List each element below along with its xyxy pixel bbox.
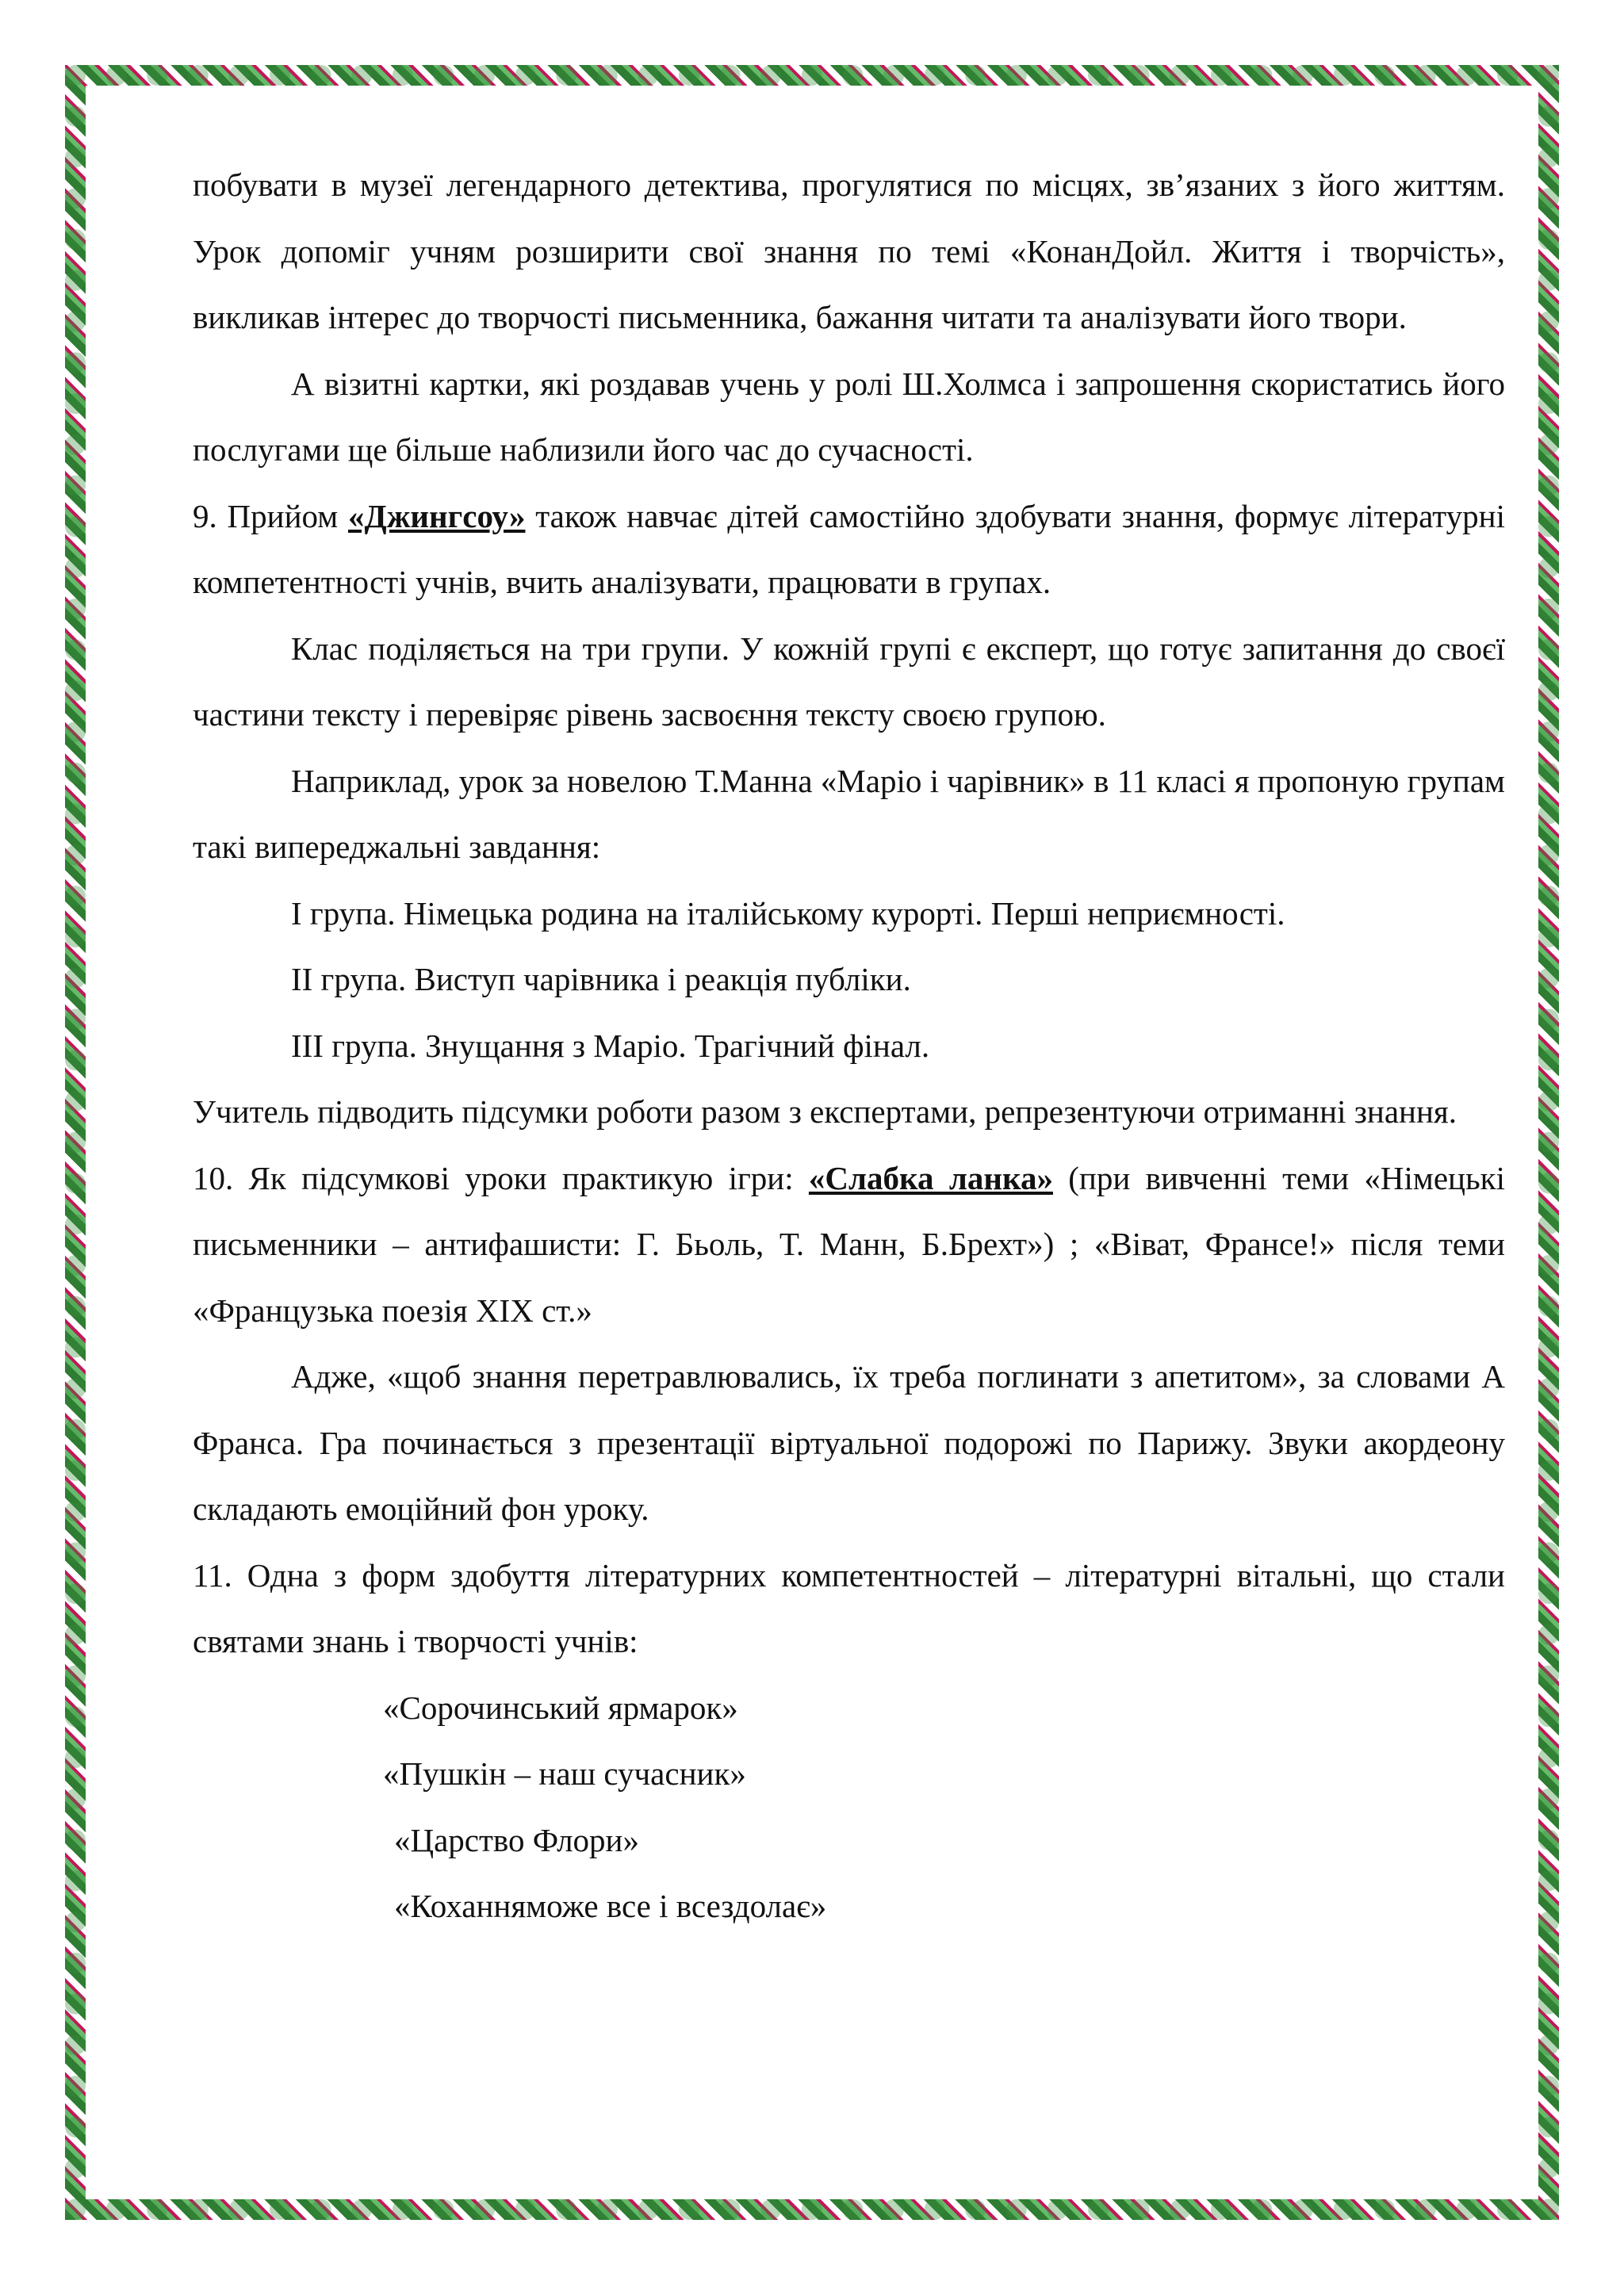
event-item-sorochyntsi-fair: «Сорочинський ярмарок» [383,1689,738,1726]
paragraph-teacher-summary: Учитель підводить підсумки роботи разом з експертами, репрезентуючи отриманні знання. [193,1093,1457,1130]
paragraph-jigsaw-rest: також навчає дітей самостійно здобувати знання, формує літературні компетентності учнів, вчить аналізувати, працювати в групах. [193,497,1505,600]
document-body [193,152,1505,1940]
event-item-love: «Коханняможе все і всездолає» [394,1888,827,1924]
paragraph-jigsaw-method [193,484,1505,616]
term-jigsaw: «Джингсоу» [347,497,526,534]
group-task-2: ІІ група. Виступ чарівника і реакція публіки. [291,961,911,997]
paragraph-jigsaw-lead: 9. Прийом [193,497,348,534]
event-item-flora: «Царство Флори» [394,1821,640,1858]
paragraph-mann-example: Наприклад, урок за новелою Т.Манна «Маріо і чарівник» в 11 класі я пропоную групам такі випереджальні завдання: [193,762,1505,865]
group-task-3: ІІІ група. Знущання з Маріо. Трагічний фінал. [291,1027,930,1064]
paragraph-weak-link-rest: (при вивченні теми «Німецькі письменники – антифашисти: Г. Бьоль, Т. Манн, Б.Брехт») ; «Віват, Франсе!» після теми «Французька поезія ХІХ ст.» [193,1159,1505,1329]
group-task-1: І група. Німецька родина на італійському курорті. Перші неприємності. [291,894,1285,932]
paragraph-sherlock-museum: побувати в музеї легендарного детектива, прогулятися по місцях, зв’язаних з його життям. Урок допоміг учням розширити свої знання по темі «КонанДойл. Життя і творчість», викликав інтерес до творчості письменника, бажання читати та аналізувати його твори. [193,166,1505,335]
paragraph-weak-link-game [193,1146,1505,1345]
paragraph-weak-link-lead: 10. Як підсумкові уроки практикую ігри: [193,1159,809,1196]
paragraph-three-groups: Клас поділяється на три групи. У кожній групі є експерт, що готує запитання до своєї частини тексту і перевіряє рівень засвоєння тексту своєю групою. [193,629,1505,733]
paragraph-literary-salons: 11. Одна з форм здобуття літературних компетентностей – літературні вітальні, що стали святами знань і творчості учнів: [193,1556,1505,1659]
paragraph-france-quote: Адже, «щоб знання перетравлювались, їх треба поглинати з апетитом», за словами А Франса. Гра починається з презентації віртуальної подорожі по Парижу. Звуки акордеону складають емоційний фон уроку. [193,1358,1505,1527]
event-item-pushkin: «Пушкін – наш сучасник» [383,1755,746,1792]
term-weak-link: «Слабка ланка» [808,1159,1053,1196]
paragraph-business-cards: А візитні картки, які роздавав учень у ролі Ш.Холмса і запрошення скористатись його послугами ще більше наблизили його час до сучасності. [193,365,1505,468]
